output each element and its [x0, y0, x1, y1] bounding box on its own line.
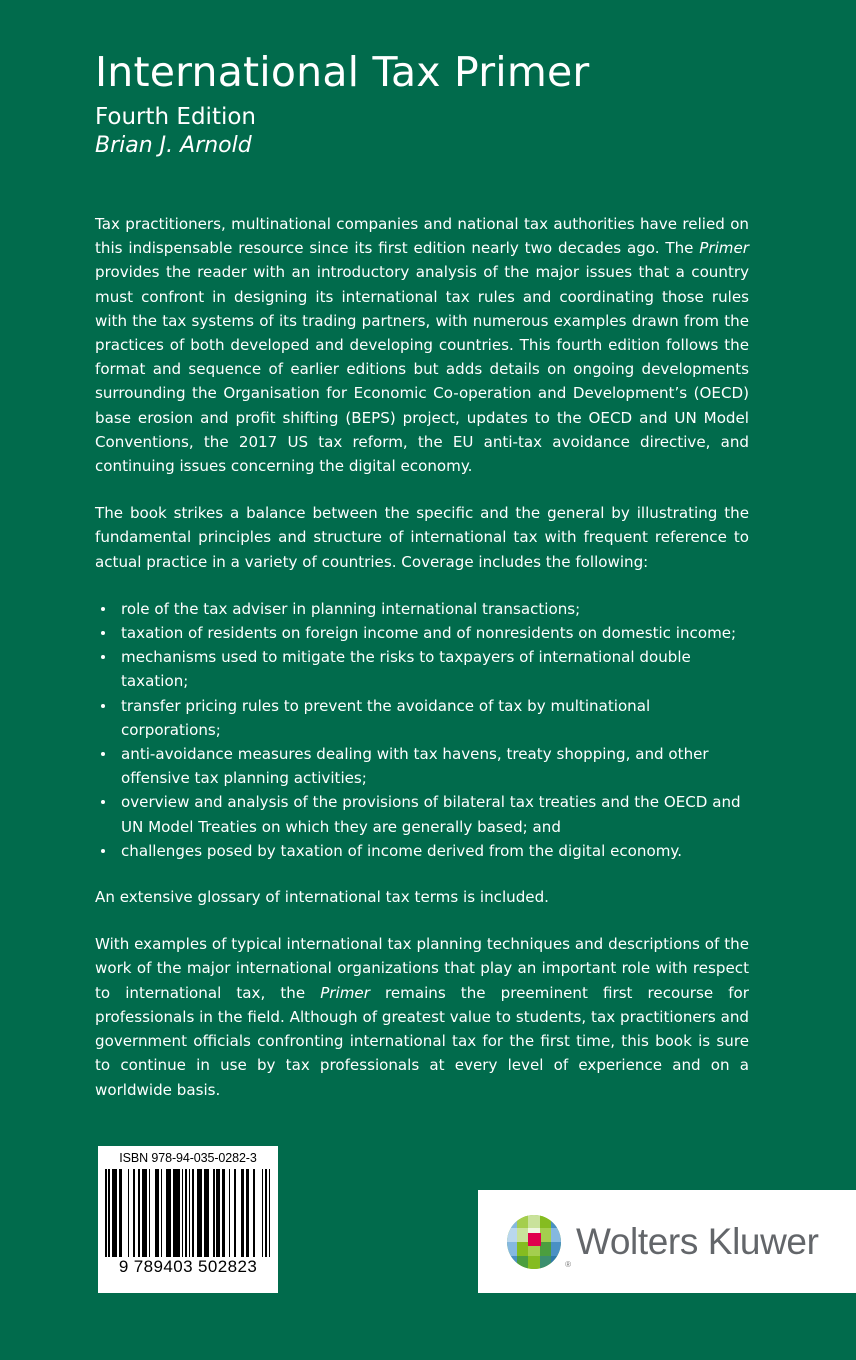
bullet-dot-icon [101, 752, 105, 756]
list-item [95, 645, 749, 693]
wolters-kluwer-globe-icon [506, 1214, 571, 1270]
paragraph-1-text-a: Tax practitioners, multinational companies and national tax authorities have relied on this indispensable resource since its first edition nearly two decades ago. The [95, 215, 749, 258]
barcode-bars-icon [105, 1169, 271, 1257]
list-item [95, 621, 749, 645]
isbn-label: ISBN 978-94-035-0282-3 [119, 1151, 257, 1165]
registered-trademark-symbol: ® [565, 1259, 571, 1269]
author-name: Brian J. Arnold [95, 132, 252, 158]
blurb-paragraph-3: An extensive glossary of international tax terms is included. [95, 888, 549, 907]
paragraph-4-text-a: With examples of typical international tax planning techniques and descriptions of the work of the major international organizations that play an important role with respect to international tax, the [95, 935, 749, 1002]
blurb-paragraph-2: The book strikes a balance between the specific and the general by illustrating the fundamental principles and structure of international tax with frequent reference to actual practice in a variety of countries. Coverage includes the following: [95, 504, 749, 571]
list-item [95, 790, 749, 838]
list-item-label: role of the tax adviser in planning international transactions; [121, 599, 581, 618]
paragraph-4-emphasis: Primer [320, 983, 370, 1002]
list-item [95, 597, 749, 621]
list-item [95, 742, 749, 790]
bullet-dot-icon [101, 800, 105, 804]
list-item-label: mechanisms used to mitigate the risks to taxpayers of international double taxation; [121, 648, 691, 691]
isbn-barcode [98, 1146, 278, 1293]
paragraph-4-text-b: remains the preeminent first recourse for professionals in the field. Although of greatest value to students, tax practitioners and government officials confronting international tax for the first time, this book is sure to continue in use by tax professionals at every level of experience and on a worldwide basis. [95, 983, 749, 1099]
publisher-logo [478, 1190, 856, 1293]
publisher-name: Wolters Kluwer [576, 1220, 819, 1262]
edition-label: Fourth Edition [95, 104, 256, 131]
list-item-label: transfer pricing rules to prevent the avoidance of tax by multinational corporations; [121, 696, 651, 739]
title-block [95, 50, 755, 159]
list-item-label: overview and analysis of the provisions of bilateral tax treaties and the OECD and UN Model Treaties on which they are generally based; and [121, 793, 741, 836]
blurb-body [95, 212, 749, 1125]
blurb-paragraph-4 [95, 932, 749, 1101]
blurb-paragraph-1 [95, 212, 749, 478]
bullet-dot-icon [101, 704, 105, 708]
list-item [95, 694, 749, 742]
bullet-dot-icon [101, 631, 105, 635]
bullet-dot-icon [101, 607, 105, 611]
list-item-label: anti-avoidance measures dealing with tax havens, treaty shopping, and other offensive tax planning activities; [121, 745, 709, 788]
bullet-dot-icon [101, 849, 105, 853]
paragraph-1-emphasis: Primer [699, 239, 749, 258]
list-item-label: taxation of residents on foreign income and of nonresidents on domestic income; [121, 624, 737, 643]
coverage-list [95, 597, 749, 863]
page-title: International Tax Primer [95, 48, 590, 96]
list-item [95, 839, 749, 863]
barcode-digits: 9 789403 502823 [118, 1256, 258, 1276]
paragraph-1-text-b: provides the reader with an introductory analysis of the major issues that a country must confront in designing its international tax rules and coordinating those rules with the tax systems of its trading partners, with numerous examples drawn from the practices of both developed and developing countries. This fourth edition follows the format and sequence of earlier editions but adds details on ongoing developments surrounding the Organisation for Economic Co-operation and Development’s (OECD) base erosion and profit shifting (BEPS) project, updates to the OECD and UN Model Conventions, the 2017 US tax reform, the EU anti-tax avoidance directive, and continuing issues concerning the digital economy. [95, 263, 749, 476]
list-item-label: challenges posed by taxation of income derived from the digital economy. [121, 841, 682, 860]
bullet-dot-icon [101, 655, 105, 659]
